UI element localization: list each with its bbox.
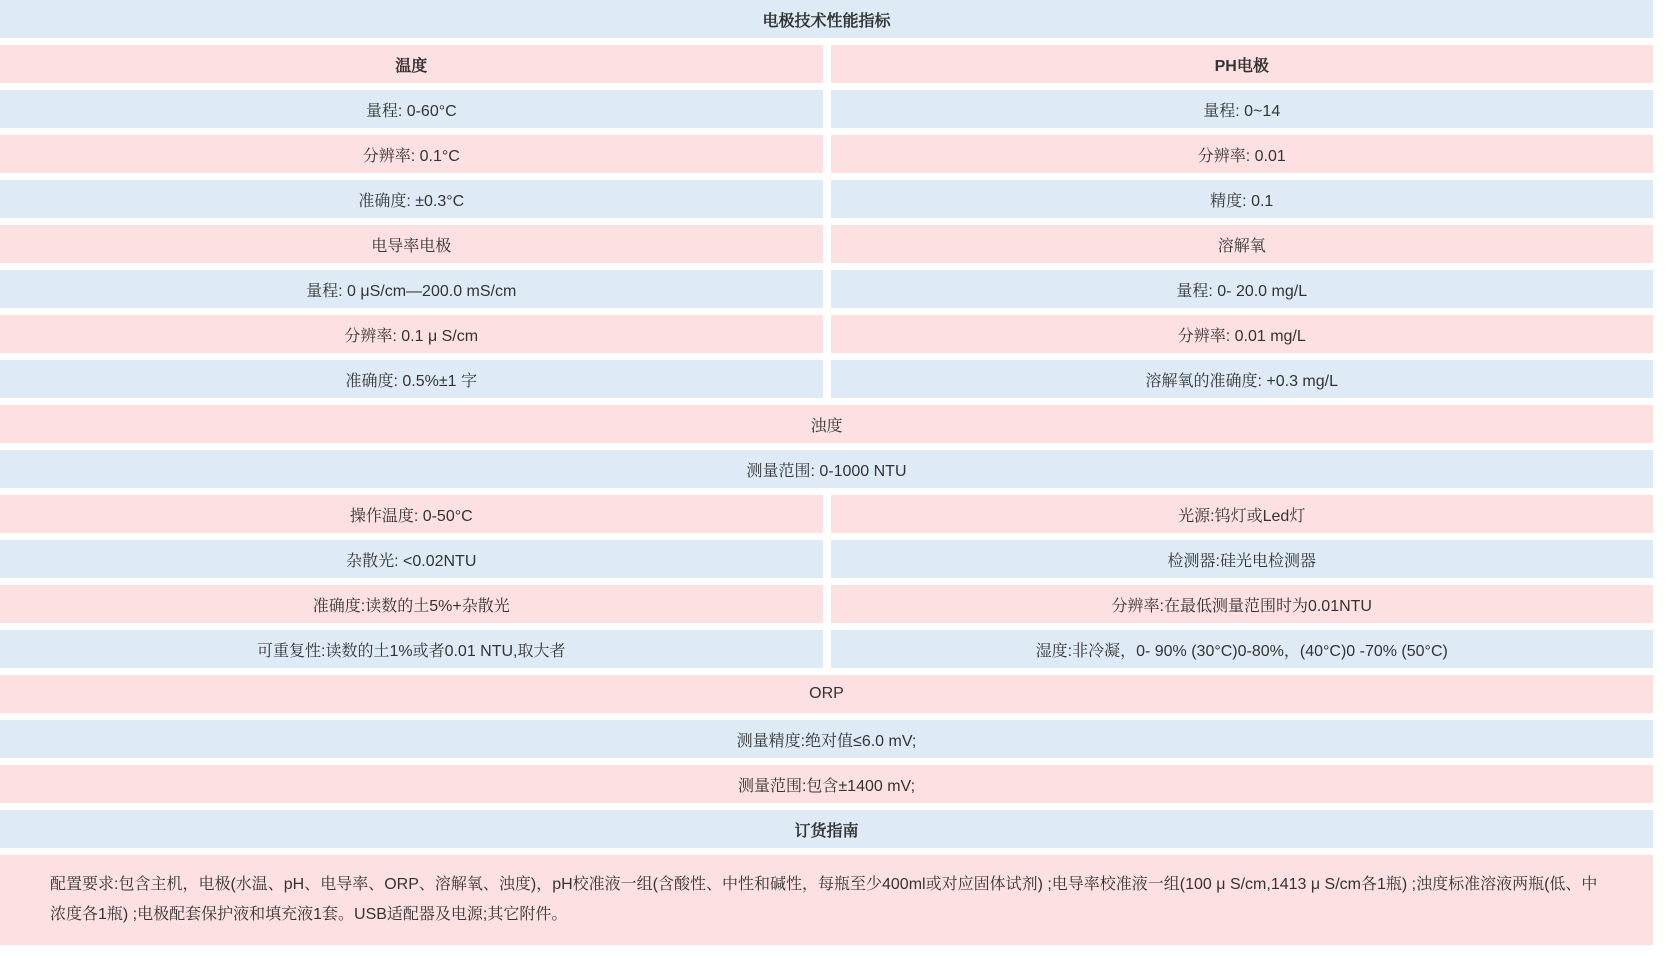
order-guide-header: 订货指南 xyxy=(0,810,1653,848)
dissolved-oxygen-range: 量程: 0- 20.0 mg/L xyxy=(831,270,1654,308)
turbidity-stray-light: 杂散光: <0.02NTU xyxy=(0,540,823,578)
orp-accuracy: 测量精度:绝对值≤6.0 mV; xyxy=(0,720,1653,758)
turbidity-range: 测量范围: 0-1000 NTU xyxy=(0,450,1653,488)
turbidity-detector: 检测器:硅光电检测器 xyxy=(831,540,1654,578)
orp-range: 测量范围:包含±1400 mV; xyxy=(0,765,1653,803)
table-row xyxy=(0,675,1653,713)
table-row xyxy=(0,225,1653,263)
table-row xyxy=(0,90,1653,128)
table-row xyxy=(0,495,1653,533)
orp-header: ORP xyxy=(0,675,1653,713)
turbidity-accuracy: 准确度:读数的土5%+杂散光 xyxy=(0,585,823,623)
ph-electrode-header: PH电极 xyxy=(831,45,1654,83)
table-row xyxy=(0,720,1653,758)
turbidity-repeatability: 可重复性:读数的土1%或者0.01 NTU,取大者 xyxy=(0,630,823,668)
table-row xyxy=(0,135,1653,173)
order-guide-note: 配置要求:包含主机，电极(水温、pH、电导率、ORP、溶解氧、浊度)，pH校准液一组(含酸性、中性和碱性，每瓶至少400ml或对应固体试剂) ;电导率校准液一组(100 μ S/cm,1413 μ S/cm各1瓶) ;浊度标准溶液两瓶(低、中浓度各1瓶) ;电极配套保护液和填充液1套。USB适配器及电源;其它附件。 xyxy=(0,855,1653,945)
turbidity-resolution: 分辨率:在最低测量范围时为0.01NTU xyxy=(831,585,1654,623)
conductivity-range: 量程: 0 μS/cm—200.0 mS/cm xyxy=(0,270,823,308)
table-row xyxy=(0,45,1653,83)
turbidity-light-source: 光源:钨灯或Led灯 xyxy=(831,495,1654,533)
table-row xyxy=(0,270,1653,308)
table-row xyxy=(0,450,1653,488)
table-row xyxy=(0,855,1653,945)
temperature-accuracy: 准确度: ±0.3°C xyxy=(0,180,823,218)
dissolved-oxygen-resolution: 分辨率: 0.01 mg/L xyxy=(831,315,1654,353)
table-row xyxy=(0,540,1653,578)
conductivity-resolution: 分辨率: 0.1 μ S/cm xyxy=(0,315,823,353)
dissolved-oxygen-header: 溶解氧 xyxy=(831,225,1654,263)
turbidity-humidity: 湿度:非冷凝，0- 90% (30°C)0-80%，(40°C)0 -70% (50°C) xyxy=(831,630,1654,668)
table-row xyxy=(0,405,1653,443)
table-row xyxy=(0,315,1653,353)
table-row xyxy=(0,360,1653,398)
table-row xyxy=(0,765,1653,803)
table-row xyxy=(0,810,1653,848)
ph-range: 量程: 0~14 xyxy=(831,90,1654,128)
table-row xyxy=(0,0,1653,38)
turbidity-operating-temp: 操作温度: 0-50°C xyxy=(0,495,823,533)
dissolved-oxygen-accuracy: 溶解氧的准确度: +0.3 mg/L xyxy=(831,360,1654,398)
ph-precision: 精度: 0.1 xyxy=(831,180,1654,218)
temperature-resolution: 分辨率: 0.1°C xyxy=(0,135,823,173)
temperature-range: 量程: 0-60°C xyxy=(0,90,823,128)
table-title: 电极技术性能指标 xyxy=(0,0,1653,38)
ph-resolution: 分辨率: 0.01 xyxy=(831,135,1654,173)
temperature-header: 温度 xyxy=(0,45,823,83)
conductivity-accuracy: 准确度: 0.5%±1 字 xyxy=(0,360,823,398)
conductivity-header: 电导率电极 xyxy=(0,225,823,263)
table-row xyxy=(0,585,1653,623)
turbidity-header: 浊度 xyxy=(0,405,1653,443)
table-row xyxy=(0,180,1653,218)
table-row xyxy=(0,630,1653,668)
